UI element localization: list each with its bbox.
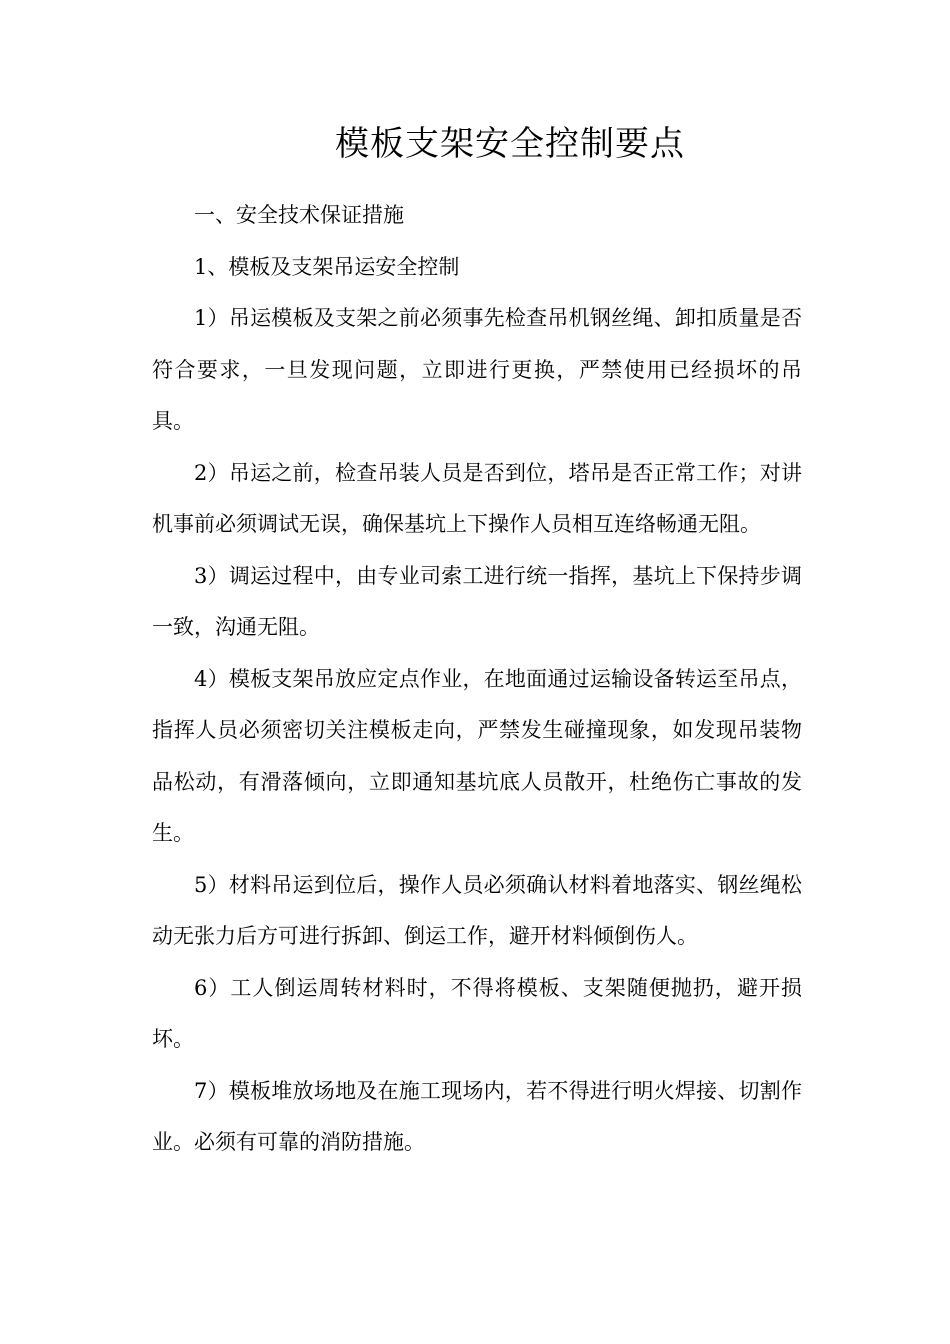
- paragraph-item-5: 5）材料吊运到位后，操作人员必须确认材料着地落实、钢丝绳松动无张力后方可进行拆卸、倒运工作，避开材料倾倒伤人。: [152, 872, 802, 948]
- subsection-heading: 1、模板及支架吊运安全控制: [194, 254, 460, 279]
- document-title: 模板支架安全控制要点: [335, 124, 685, 164]
- paragraph-item-4: 4）模板支架吊放应定点作业，在地面通过运输设备转运至吊点，指挥人员必须密切关注模板走向，严禁发生碰撞现象，如发现吊装物品松动，有滑落倾向，立即通知基坑底人员散开，杜绝伤亡事故的发生。: [152, 666, 802, 845]
- section-heading: 一、安全技术保证措施: [194, 203, 404, 227]
- paragraph-item-2: 2）吊运之前，检查吊装人员是否到位，塔吊是否正常工作；对讲机事前必须调试无误，确保基坑上下操作人员相互连络畅通无阻。: [152, 460, 802, 536]
- document-body: [152, 190, 802, 1169]
- paragraph-item-6: 6）工人倒运周转材料时，不得将模板、支架随便抛扔，避开损坏。: [152, 975, 802, 1051]
- paragraph-item-7: 7）模板堆放场地及在施工现场内，若不得进行明火焊接、切割作业。必须有可靠的消防措施。: [152, 1078, 802, 1154]
- paragraph-item-3: 3）调运过程中，由专业司索工进行统一指挥，基坑上下保持步调一致，沟通无阻。: [152, 563, 802, 639]
- paragraph-item-1: 1）吊运模板及支架之前必须事先检查吊机钢丝绳、卸扣质量是否符合要求，一旦发现问题，立即进行更换，严禁使用已经损坏的吊具。: [152, 306, 802, 433]
